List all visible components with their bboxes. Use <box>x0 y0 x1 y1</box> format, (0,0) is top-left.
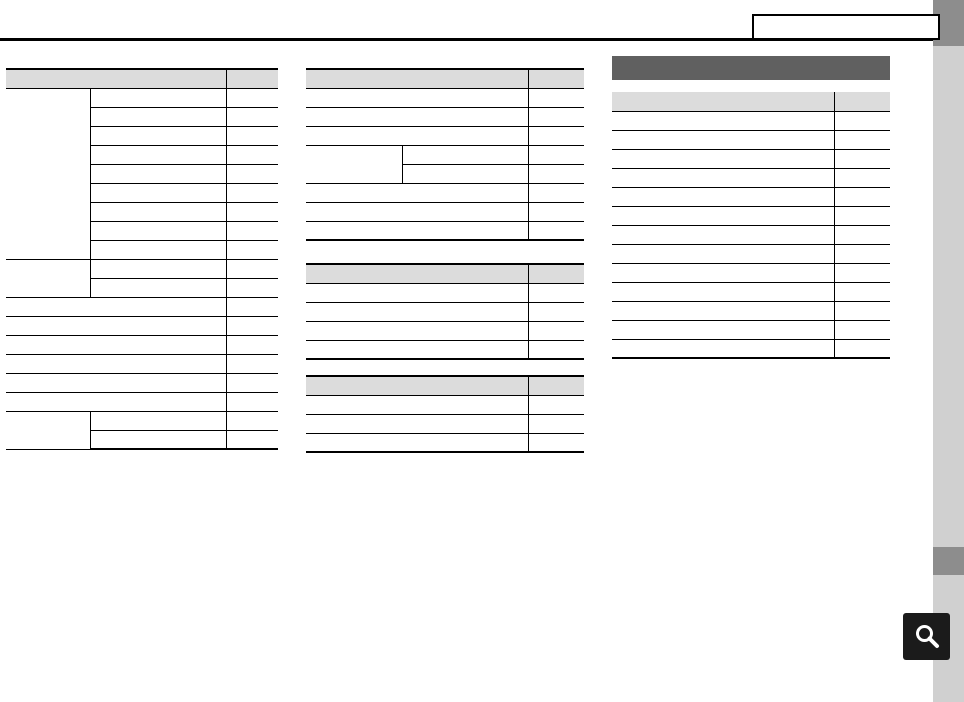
table-cell-value <box>528 283 584 302</box>
table-cell-value <box>528 414 584 433</box>
table-cell <box>306 126 528 145</box>
table-header-cell <box>306 69 528 88</box>
table-row <box>612 168 890 187</box>
table-spec-second <box>306 68 584 241</box>
table-cell <box>90 221 226 240</box>
table-cell <box>6 392 226 411</box>
table-cell-value <box>834 149 890 168</box>
table-cell <box>6 297 226 316</box>
table-row <box>306 183 584 202</box>
table-cell <box>6 373 226 392</box>
table-cell <box>612 168 834 187</box>
table-cell-value <box>226 240 278 259</box>
table-cell-value <box>834 244 890 263</box>
table-cell-value <box>834 130 890 149</box>
table-cell <box>90 240 226 259</box>
table-row <box>306 107 584 126</box>
table-header-cell <box>612 92 834 111</box>
table-cell <box>612 187 834 206</box>
table-cell <box>306 340 528 359</box>
table-row <box>306 414 584 433</box>
table-cell <box>612 149 834 168</box>
table-cell-group-label <box>6 259 90 297</box>
table-cell-value <box>834 225 890 244</box>
header-chapter-box <box>752 14 940 40</box>
table-cell-value <box>226 278 278 297</box>
table-cell-value <box>226 145 278 164</box>
table-row <box>612 149 890 168</box>
table-cell <box>90 202 226 221</box>
table-row <box>6 354 278 373</box>
table-cell <box>90 430 226 449</box>
table-cell-value <box>226 126 278 145</box>
table-cell <box>612 244 834 263</box>
table-header-cell <box>528 264 584 283</box>
table-cell-value <box>528 107 584 126</box>
table-cell <box>612 339 834 358</box>
table-cell <box>90 164 226 183</box>
table-header-cell <box>306 376 528 395</box>
table-row <box>6 373 278 392</box>
table-cell-value <box>226 392 278 411</box>
table-cell-value <box>226 221 278 240</box>
table-row <box>612 244 890 263</box>
table-cell <box>306 107 528 126</box>
table-row <box>306 202 584 221</box>
table-row <box>612 339 890 358</box>
table-row <box>612 92 890 111</box>
table-cell-value <box>528 126 584 145</box>
table-row <box>306 69 584 88</box>
table-cell-value <box>226 411 278 430</box>
table-cell-value <box>226 259 278 278</box>
table-cell <box>306 221 528 240</box>
table-header-cell <box>528 69 584 88</box>
table-cell-value <box>528 340 584 359</box>
table-cell-value <box>834 282 890 301</box>
table-cell-group-label <box>6 411 90 449</box>
table-cell <box>612 111 834 130</box>
table-cell <box>90 278 226 297</box>
table-cell <box>402 145 528 164</box>
table-cell <box>402 164 528 183</box>
header-chapter-label <box>754 16 938 21</box>
table-row <box>612 130 890 149</box>
table-cell <box>90 88 226 107</box>
table-row <box>6 411 278 430</box>
table-cell-value <box>226 297 278 316</box>
table-cell-group-label <box>6 88 90 259</box>
table-cell-value <box>226 88 278 107</box>
table-header-cell <box>306 264 528 283</box>
table-header-cell <box>834 92 890 111</box>
table-cell-value <box>528 395 584 414</box>
table-cell <box>6 335 226 354</box>
table-cell-value <box>834 263 890 282</box>
table-cell-value <box>528 164 584 183</box>
table-cell <box>306 433 528 452</box>
table-row <box>306 264 584 283</box>
table-row <box>612 225 890 244</box>
table-spec-main <box>6 68 278 450</box>
table-row <box>6 392 278 411</box>
table-row <box>306 395 584 414</box>
search-icon <box>913 622 941 650</box>
table-cell <box>306 321 528 340</box>
table-cell-value <box>226 316 278 335</box>
table-spec-fourth <box>306 375 584 453</box>
table-row <box>6 88 278 107</box>
table-cell <box>612 130 834 149</box>
table-cell <box>612 263 834 282</box>
table-row <box>6 297 278 316</box>
table-cell <box>306 202 528 221</box>
table-cell-value <box>528 321 584 340</box>
table-cell <box>90 183 226 202</box>
table-cell <box>90 259 226 278</box>
table-cell-value <box>528 302 584 321</box>
table-cell <box>306 414 528 433</box>
table-cell-value <box>834 339 890 358</box>
table-cell <box>90 107 226 126</box>
table-row <box>612 111 890 130</box>
table-cell-value <box>226 373 278 392</box>
table-row <box>612 263 890 282</box>
table-row <box>306 164 584 183</box>
table-cell <box>306 283 528 302</box>
table-cell <box>90 126 226 145</box>
table-spec-third <box>306 263 584 360</box>
table-row <box>306 340 584 359</box>
table-spec-right <box>612 92 890 359</box>
table-cell-value <box>834 301 890 320</box>
table-row <box>6 316 278 335</box>
table-row <box>612 187 890 206</box>
table-cell <box>306 183 528 202</box>
table-row <box>306 126 584 145</box>
table-cell-value <box>226 183 278 202</box>
table-cell-value <box>528 145 584 164</box>
rail-tab-section[interactable] <box>933 547 964 575</box>
table-cell <box>6 354 226 373</box>
table-row <box>306 433 584 452</box>
table-cell-value <box>226 430 278 449</box>
table-cell-value <box>528 202 584 221</box>
table-header-cell <box>6 69 226 88</box>
table-cell-value <box>528 88 584 107</box>
table-row <box>306 321 584 340</box>
table-cell <box>612 320 834 339</box>
table-row <box>306 302 584 321</box>
section-title-bar <box>612 56 890 80</box>
table-row <box>6 335 278 354</box>
table-cell-value <box>834 187 890 206</box>
table-cell-value <box>834 320 890 339</box>
table-cell <box>6 316 226 335</box>
table-cell-group-label <box>306 145 402 164</box>
table-row <box>612 206 890 225</box>
table-row <box>6 69 278 88</box>
table-row <box>306 88 584 107</box>
table-row <box>306 376 584 395</box>
search-button[interactable] <box>903 613 950 660</box>
table-cell-value <box>834 168 890 187</box>
table-cell <box>90 411 226 430</box>
table-cell-value <box>226 202 278 221</box>
table-row <box>6 259 278 278</box>
right-side-rail <box>933 0 964 702</box>
table-row <box>612 320 890 339</box>
table-cell <box>612 301 834 320</box>
table-cell-value <box>226 354 278 373</box>
table-cell <box>306 164 402 183</box>
section-title-label <box>612 56 890 63</box>
table-cell <box>612 282 834 301</box>
table-cell <box>612 225 834 244</box>
table-cell-value <box>226 107 278 126</box>
table-cell <box>612 206 834 225</box>
table-cell-value <box>834 111 890 130</box>
table-row <box>306 221 584 240</box>
table-cell <box>306 302 528 321</box>
table-cell <box>90 145 226 164</box>
table-cell-value <box>528 433 584 452</box>
table-cell-value <box>226 164 278 183</box>
table-row <box>612 301 890 320</box>
table-cell <box>306 395 528 414</box>
table-header-cell <box>528 376 584 395</box>
table-row <box>612 282 890 301</box>
table-row <box>306 283 584 302</box>
table-cell-value <box>834 206 890 225</box>
table-cell-value <box>528 221 584 240</box>
table-cell-value <box>226 335 278 354</box>
table-cell-value <box>528 183 584 202</box>
table-cell <box>306 88 528 107</box>
table-row <box>306 145 584 164</box>
table-header-cell <box>226 69 278 88</box>
